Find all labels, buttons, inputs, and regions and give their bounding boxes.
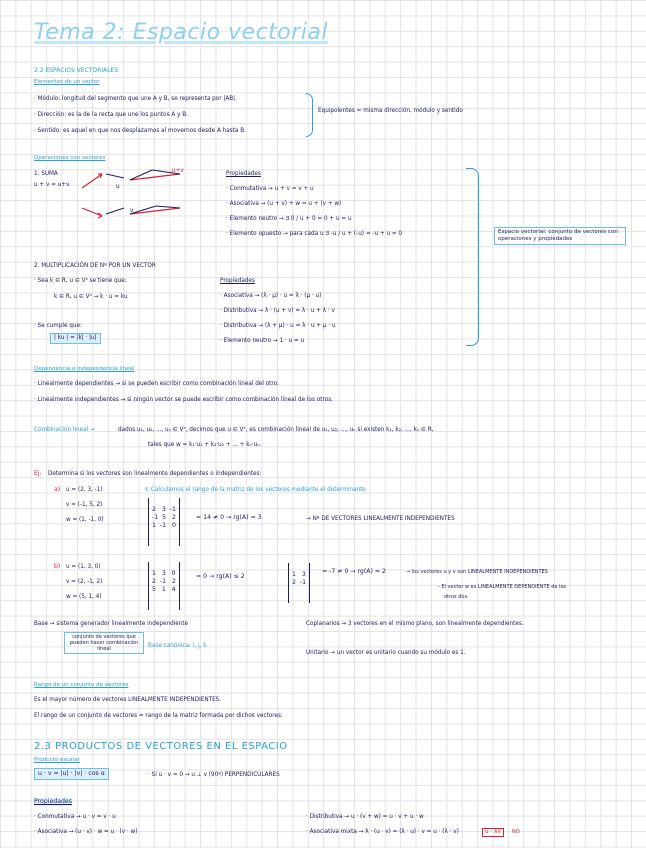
prop2-distributiva-1: · Distributiva → λ · (u + v) = λ · u + λ · v <box>220 308 335 314</box>
coplanarios-line: Coplanarios → 3 vectores en el mismo plano, son linealmente dependientes. <box>306 621 524 627</box>
rango-line-1: Es el mayor número de vectores LINEALMENTE INDEPENDIENTES. <box>34 697 222 703</box>
prop3-no: NO <box>512 829 520 835</box>
mult-formula: | ku | = |k| · |u| <box>50 333 101 344</box>
a-matrix-row-3: 1 -1 0 <box>152 522 176 529</box>
prop-asociativa: · Asociativa → (u + v) + w = u + (v + w) <box>226 201 342 207</box>
mult-label: 2. MULTIPLICACIÓN DE Nº POR UN VECTOR <box>34 263 156 269</box>
independent-line: · Linealmente independientes → si ningún vector se puede escribir como combinación lineal de los otros. <box>34 397 333 403</box>
dependent-line: · Linealmente dependientes → si se pueden escribir como combinación lineal del otro. <box>34 381 279 387</box>
escalar-heading: Producto escalar <box>34 757 80 763</box>
b-matrix-row-3: 5 1 4 <box>152 586 176 593</box>
props3-heading: Propiedades <box>34 798 72 805</box>
b-matrix-row-2: 2 -1 2 <box>152 578 176 585</box>
base-line: Base → sistema generador linealmente independiente <box>34 621 189 627</box>
a-matrix <box>148 498 180 546</box>
modulo-line: · Módulo: longitud del segmento que une A y B, se representa por |AB|. <box>34 96 237 102</box>
b-minor-row-1: 1 3 <box>292 571 306 578</box>
props2-heading: Propiedades <box>220 278 255 284</box>
comb-line-1: dados u₁, u₂, ..., uₙ ∈ V³, decimos que u ∈ V³, es combinación lineal de u₁, u₂, ..., uₙ si existen k₁, k₂, ..., kₙ ∈ R, <box>118 427 434 433</box>
a-step: ① Calculamos el rango de la matriz de los vectores mediante el determinante <box>144 487 366 493</box>
mult-cumple: · Se cumple que: <box>34 323 82 329</box>
comb-line-2: tales que w = k₁·u₁ + k₂·u₂ + ... + kₙ·uₙ. <box>148 442 262 448</box>
b-minor-result: = -7 ≠ 0 → rg(A) = 2 <box>322 568 386 575</box>
b-result: = 0 → rg(A) ≤ 2 <box>196 573 245 580</box>
b-minor-row-2: 2 -1 <box>292 579 307 586</box>
comb-label: Combinación lineal → <box>34 427 95 433</box>
sum-label: u+v <box>172 168 184 174</box>
a-conclusion: → Nº DE VECTORES LINEALMENTE INDEPENDIENTES <box>306 516 455 522</box>
unitario-line: Unitario → un vector es unitario cuando su módulo es 1. <box>306 650 466 656</box>
page-title: Tema 2: Espacio vectorial <box>34 20 329 45</box>
prop3-not-box: u · λv <box>482 828 504 837</box>
b-conclusion-2: - El vector w es LINEALMENTE DEPENDIENTE de los <box>438 584 567 590</box>
base-box: conjunto de vectores que pueden hacer combinación lineal <box>64 632 144 654</box>
suma-formula: u + v = u+v <box>34 182 70 188</box>
a-result: = 14 ≠ 0 → rg(A) = 3 <box>196 514 262 521</box>
direccion-line: · Dirección: es la de la recta que une los puntos A y B. <box>34 112 188 118</box>
section-heading-2-3: 2.3 PRODUCTOS DE VECTORES EN EL ESPACIO <box>34 741 288 752</box>
v-label: v <box>130 208 134 214</box>
sentido-line: · Sentido: es aquel en que nos desplazamos al movernos desde A hasta B. <box>34 128 246 134</box>
espacio-vectorial-box: Espacio vectorial: conjunto de vectores con operaciones y propiedades <box>494 227 626 245</box>
prop-opuesto: · Elemento opuesto → para cada u ∃ -u / u + (-u) = -u + u = 0 <box>226 231 403 237</box>
prop-conmutativa: · Conmutativa → u + v = v + u <box>226 186 314 192</box>
b-vector-u: u = (1, 3, 0) <box>66 564 101 570</box>
suma-label: 1. SUMA <box>34 171 58 177</box>
b-vector-v: v = (2, -1, 2) <box>66 579 103 585</box>
a-vector-w: w = (1, -1, 0) <box>66 517 104 523</box>
b-matrix <box>148 562 180 610</box>
rango-heading: Rango de un conjunto de vectores <box>34 682 129 688</box>
a-matrix-row-1: 2 3 -1 <box>152 506 176 513</box>
exercise-statement: Determina si los vectores son linealmente dependientes o independientes: <box>48 471 262 477</box>
perpendicular-line: · Si u · v = 0 → u ⊥ v (90º) PERPENDICULARES <box>148 772 280 778</box>
prop3-asociativa: · Asociativa → (u · v) · w = u · (v · w) <box>34 829 138 835</box>
dependence-heading: Dependencia e independencia lineal <box>34 366 135 372</box>
part-a-label: a) <box>54 486 61 493</box>
prop3-asociativa-mixta: · Asociativa mixta → λ · (u · v) = (λ · u) · v = u · (λ · v) <box>306 829 459 835</box>
prop2-neutro: · Elemento neutro → 1 · u = u <box>220 338 305 344</box>
section-heading-2-2: 2.2 ESPACIOS VECTORIALES <box>34 67 119 74</box>
b-conclusion-3: otros dos. <box>444 594 469 600</box>
mult-line-2: k ∈ R, u ∈ V³ → k · u = ku <box>54 294 128 300</box>
equipolentes-note: Equipolentes = misma dirección, módulo y sentido <box>318 108 463 114</box>
base-canonica: Base canónica: i, j, k <box>148 643 207 649</box>
b-matrix-row-1: 1 3 0 <box>152 570 176 577</box>
big-brace <box>466 168 479 346</box>
u-label: u <box>116 184 120 190</box>
b-minor <box>288 563 310 603</box>
b-conclusion-1: → los vectores u y v son LINEALMENTE INDEPENDIENTES <box>406 569 548 575</box>
a-matrix-row-2: -1 5 2 <box>152 514 176 521</box>
a-vector-u: u = (2, 3, -1) <box>66 487 103 493</box>
prop2-distributiva-2: · Distributiva → (λ + μ) · u = λ · u + μ · u <box>220 323 336 329</box>
mult-line-1: · Sea k ∈ R, u ∈ V³ se tiene que: <box>34 278 127 284</box>
a-vector-v: v = (-1, 5, 2) <box>66 502 103 508</box>
escalar-formula: u · v = |u| · |v| · cos α <box>34 768 109 780</box>
prop2-asociativa: · Asociativa → (λ · μ) · u = λ · (μ · u) <box>220 293 322 299</box>
prop3-distributiva: · Distributiva → u · (v + w) = u · v + u · w <box>306 814 424 820</box>
props-heading: Propiedades <box>226 171 261 177</box>
part-b-label: b) <box>54 563 61 570</box>
operations-heading: Operaciones con vectores <box>34 155 106 161</box>
exercise-label: Ej: <box>34 470 42 477</box>
elements-heading: Elementos de un vector <box>34 79 100 85</box>
rango-line-2: El rango de un conjunto de vectores = rango de la matriz formada por dichos vectores. <box>34 713 283 719</box>
b-vector-w: w = (5, 1, 4) <box>66 594 102 600</box>
prop-neutro: · Elemento neutro → ∃ 0 / u + 0 = 0 + u = u <box>226 216 352 222</box>
prop3-conmutativa: · Conmutativa → u · v = v · u <box>34 814 116 820</box>
brace <box>306 93 313 137</box>
